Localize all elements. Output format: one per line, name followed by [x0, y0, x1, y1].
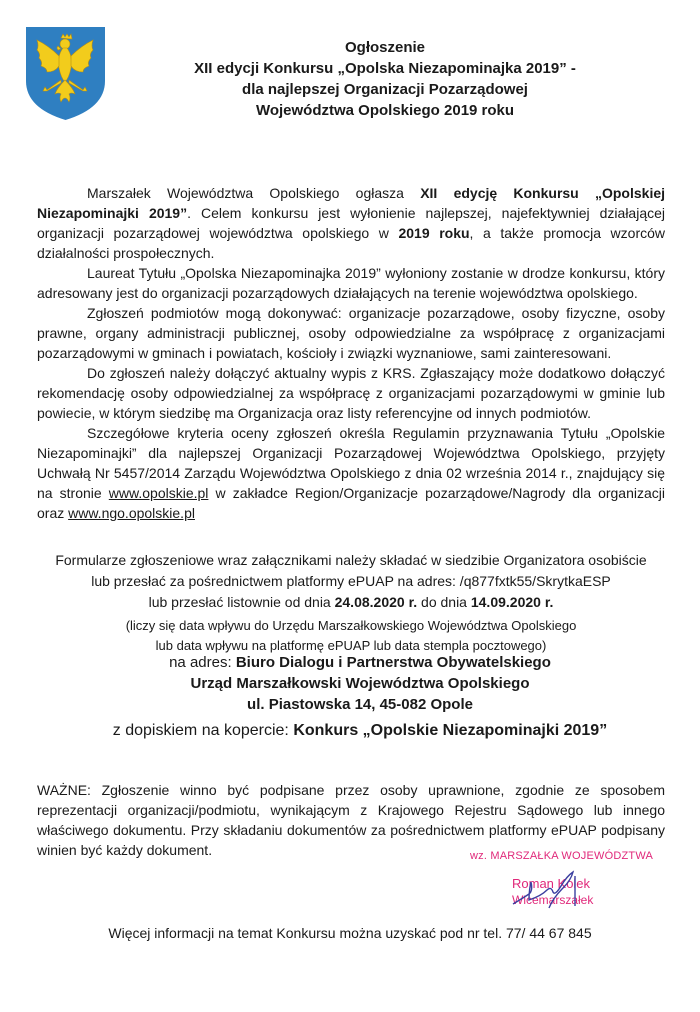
text: do dnia: [417, 594, 471, 610]
signature-icon: [505, 866, 595, 911]
address-line: Urząd Marszałkowski Województwa Opolskiego: [190, 675, 530, 692]
submission-line: lub przesłać za pośrednictwem platformy ePUAP na adres: /q877fxtk55/SkrytkaESP: [91, 573, 611, 589]
title-line: Ogłoszenie: [344, 39, 426, 56]
text: Szczegółowe kryteria oceny zgłoszeń określa Regulamin przyznawania Tytułu „Opolskie Niezapominajki” dla najlepszej Organizacji Pozarządowej Województwa Opolskiego, przyjęty Uchwałą Nr 5457/2014 Zarządu Województwa Opolskiego z dnia 02 września 2014 r., znajdujący się na stronie: [37, 425, 665, 501]
announcement-title: [150, 37, 620, 121]
footer-contact: Więcej informacji na temat Konkursu można uzyskać pod nr tel. 77/ 44 67 845: [108, 925, 592, 941]
text: . Celem konkursu jest wyłonienie najlepszej, najefektywniej działającej organizacji pozarządowej województwa opolskiego w: [37, 205, 666, 241]
paragraph-attachments: Do zgłoszeń należy dołączyć aktualny wypis z KRS. Zgłaszający może dodatkowo dołączyć rekomendację osoby odpowiedzialnej za współpracę z organizacjami pozarządowymi w gminie lub powiecie, w którym siedzibę ma Organizacja oraz listy referencyjne od innych podmiotów.: [37, 365, 665, 421]
announcement-body: [37, 183, 665, 523]
note-line: (liczy się data wpływu do Urzędu Marszałkowskiego Województwa Opolskiego: [125, 618, 577, 633]
submission-line: Formularze zgłoszeniowe wraz załącznikami należy składać w siedzibie Organizatora osobiście: [55, 552, 647, 568]
paragraph-laureate: Laureat Tytułu „Opolska Niezapominajka 2019” wyłoniony zostanie w drodze konkursu, który adresowany jest do organizacji pozarządowych działających na terenie województwa opolskiego.: [37, 265, 665, 301]
title-line: XII edycji Konkursu „Opolska Niezapominajka 2019” -: [194, 60, 576, 77]
important-note: WAŻNE: Zgłoszenie winno być podpisane przez osoby uprawnione, zgodnie ze sposobem reprezentacji organizacji/podmiotu, wynikającym z Krajowego Rejestru Sądowego lub innego właściwego dokumentu. Przy składaniu dokumentów za pośrednictwem platformy ePUAP podpisany winien być każdy dokument.: [37, 782, 665, 858]
text: w zakładce Region/Organizacje pozarządowe/Nagrody dla organizacji oraz: [37, 485, 665, 521]
submission-dates: [40, 592, 662, 613]
title-line: Województwa Opolskiego 2019 roku: [255, 102, 515, 119]
submission-note: [40, 616, 662, 656]
link-ngo-opolskie[interactable]: www.ngo.opolskie.pl: [68, 505, 195, 521]
text: Marszałek Województwa Opolskiego ogłasza: [87, 185, 421, 201]
paragraph-eligibility: Zgłoszeń podmiotów mogą dokonywać: organizacje pozarządowe, osoby fizyczne, osoby prawne, organy administracji publicznej, osoby odpowiedzialne za współpracę z organizacjami pozarządowymi w gminach i powiatach, kościoły i związki wyznaniowe, sami zainteresowani.: [37, 305, 665, 361]
stamp-name: Roman Kolek: [512, 876, 591, 891]
text: lub przesłać listownie od dnia: [148, 594, 335, 610]
envelope-prefix: z dopiskiem na kopercie:: [112, 722, 294, 739]
envelope-note: [100, 720, 620, 742]
paragraph-intro: [37, 183, 665, 263]
address-prefix: na adres:: [169, 654, 236, 671]
note-line: lub data wpływu na platformę ePUAP lub data stempla pocztowego): [155, 638, 547, 653]
title-line: dla najlepszej Organizacji Pozarządowej: [242, 81, 528, 98]
date-from: 24.08.2020 r.: [334, 594, 418, 610]
coat-of-arms-icon: [25, 26, 106, 121]
mailing-address: [100, 652, 620, 715]
text: , a także promocja wzorców działalności prospołecznych.: [37, 225, 666, 261]
date-to: 14.09.2020 r.: [470, 594, 554, 610]
link-opolskie[interactable]: www.opolskie.pl: [108, 485, 209, 501]
contest-name: XII edycję Konkursu „Opolskiej Niezapominajki 2019”: [37, 185, 666, 221]
year: 2019 roku: [398, 225, 470, 241]
envelope-value: Konkurs „Opolskie Niezapominajki 2019”: [293, 722, 608, 739]
submission-info: [40, 550, 662, 656]
address-line: ul. Piastowska 14, 45-082 Opole: [247, 696, 473, 713]
stamp-line: wz. MARSZAŁKA WOJEWÓDZTWA: [470, 850, 654, 862]
paragraph-criteria: [37, 423, 665, 523]
address-line: Biuro Dialogu i Partnerstwa Obywatelskiego: [235, 654, 551, 671]
stamp-role: Wicemarszałek: [512, 893, 594, 907]
